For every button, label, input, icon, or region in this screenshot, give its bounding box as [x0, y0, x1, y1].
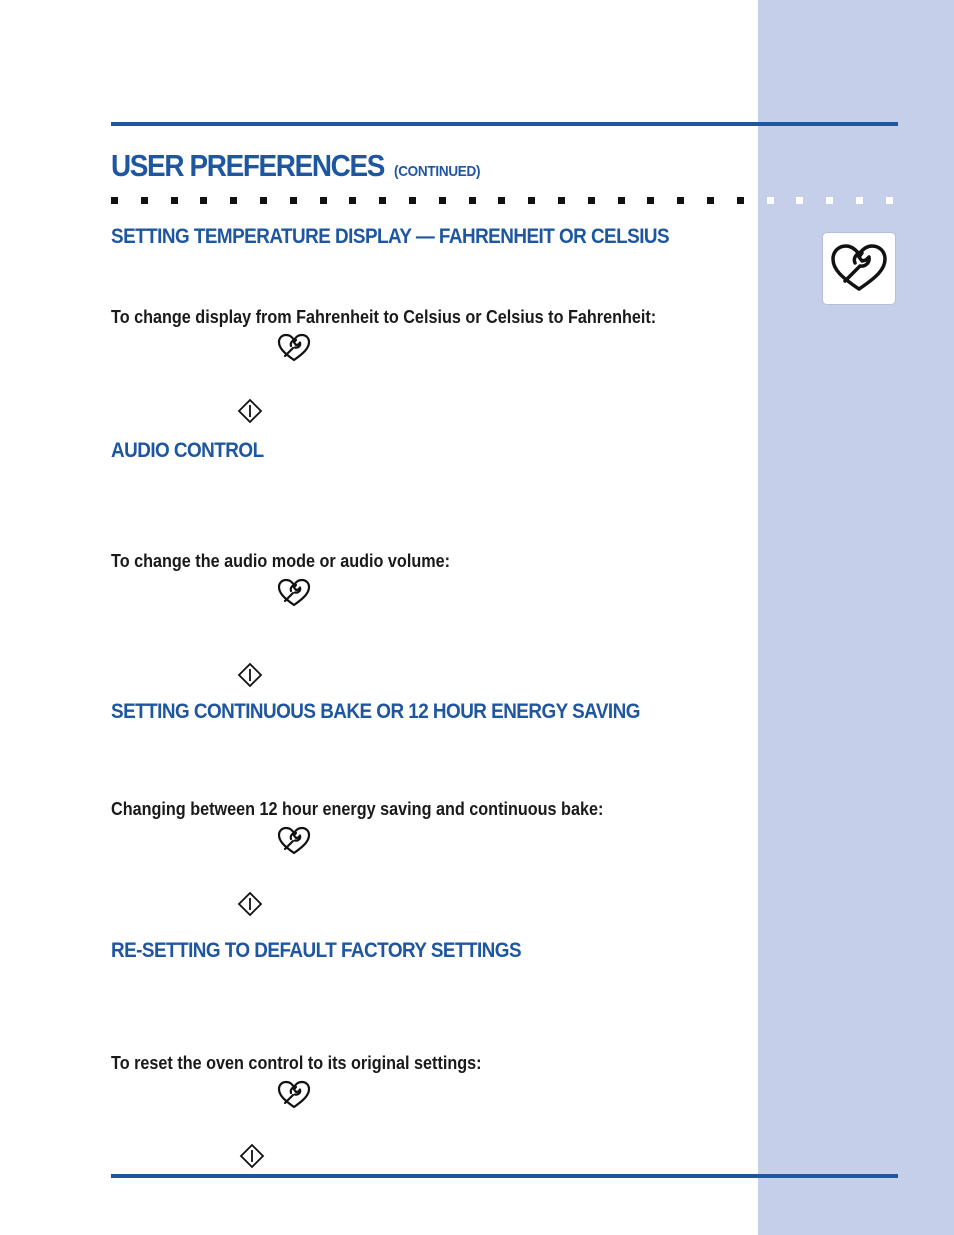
section-heading-temperature-display: SETTING TEMPERATURE DISPLAY — FAHRENHEIT OR CELSIUS: [111, 225, 670, 248]
page-title: [111, 148, 480, 184]
instruction-temperature-display: To change display from Fahrenheit to Celsius or Celsius to Fahrenheit:: [111, 307, 657, 327]
top-rule: [111, 122, 898, 126]
divider-dot: [618, 197, 625, 204]
divider-dot: [171, 197, 178, 204]
section-heading-continuous-bake: SETTING CONTINUOUS BAKE OR 12 HOUR ENERGY SAVING: [111, 700, 640, 723]
setup-badge: [823, 233, 895, 304]
page-title-text: USER PREFERENCES: [111, 148, 384, 183]
divider-dot: [796, 197, 803, 204]
bottom-rule: [111, 1174, 898, 1178]
divider-dot: [379, 197, 386, 204]
divider-dot: [230, 197, 237, 204]
start-diamond-icon: [237, 662, 263, 688]
divider-dot: [469, 197, 476, 204]
divider-dot: [290, 197, 297, 204]
section-heading-audio-control: AUDIO CONTROL: [111, 439, 264, 462]
page-title-suffix: (CONTINUED): [393, 163, 481, 180]
divider-dot: [498, 197, 505, 204]
dotted-divider: [111, 197, 901, 205]
wrench-heart-icon: [277, 1080, 311, 1110]
divider-dot: [856, 197, 863, 204]
wrench-heart-icon: [829, 241, 889, 297]
divider-dot: [111, 197, 118, 204]
divider-dot: [737, 197, 744, 204]
divider-dot: [826, 197, 833, 204]
start-diamond-icon: [237, 398, 263, 424]
divider-dot: [588, 197, 595, 204]
divider-dot: [528, 197, 535, 204]
sidebar-band: [758, 0, 954, 1235]
divider-dot: [647, 197, 654, 204]
divider-dot: [141, 197, 148, 204]
wrench-heart-icon: [277, 578, 311, 608]
divider-dot: [439, 197, 446, 204]
wrench-heart-icon: [277, 333, 311, 363]
divider-dot: [707, 197, 714, 204]
instruction-continuous-bake: Changing between 12 hour energy saving and continuous bake:: [111, 799, 604, 819]
section-heading-factory-reset: RE-SETTING TO DEFAULT FACTORY SETTINGS: [111, 939, 522, 962]
divider-dot: [200, 197, 207, 204]
start-diamond-icon: [239, 1143, 265, 1169]
divider-dot: [349, 197, 356, 204]
divider-dot: [558, 197, 565, 204]
divider-dot: [767, 197, 774, 204]
divider-dot: [260, 197, 267, 204]
divider-dot: [886, 197, 893, 204]
wrench-heart-icon: [277, 826, 311, 856]
instruction-factory-reset: To reset the oven control to its original settings:: [111, 1053, 482, 1073]
start-diamond-icon: [237, 891, 263, 917]
divider-dot: [677, 197, 684, 204]
divider-dot: [320, 197, 327, 204]
divider-dot: [409, 197, 416, 204]
instruction-audio-control: To change the audio mode or audio volume:: [111, 551, 451, 571]
